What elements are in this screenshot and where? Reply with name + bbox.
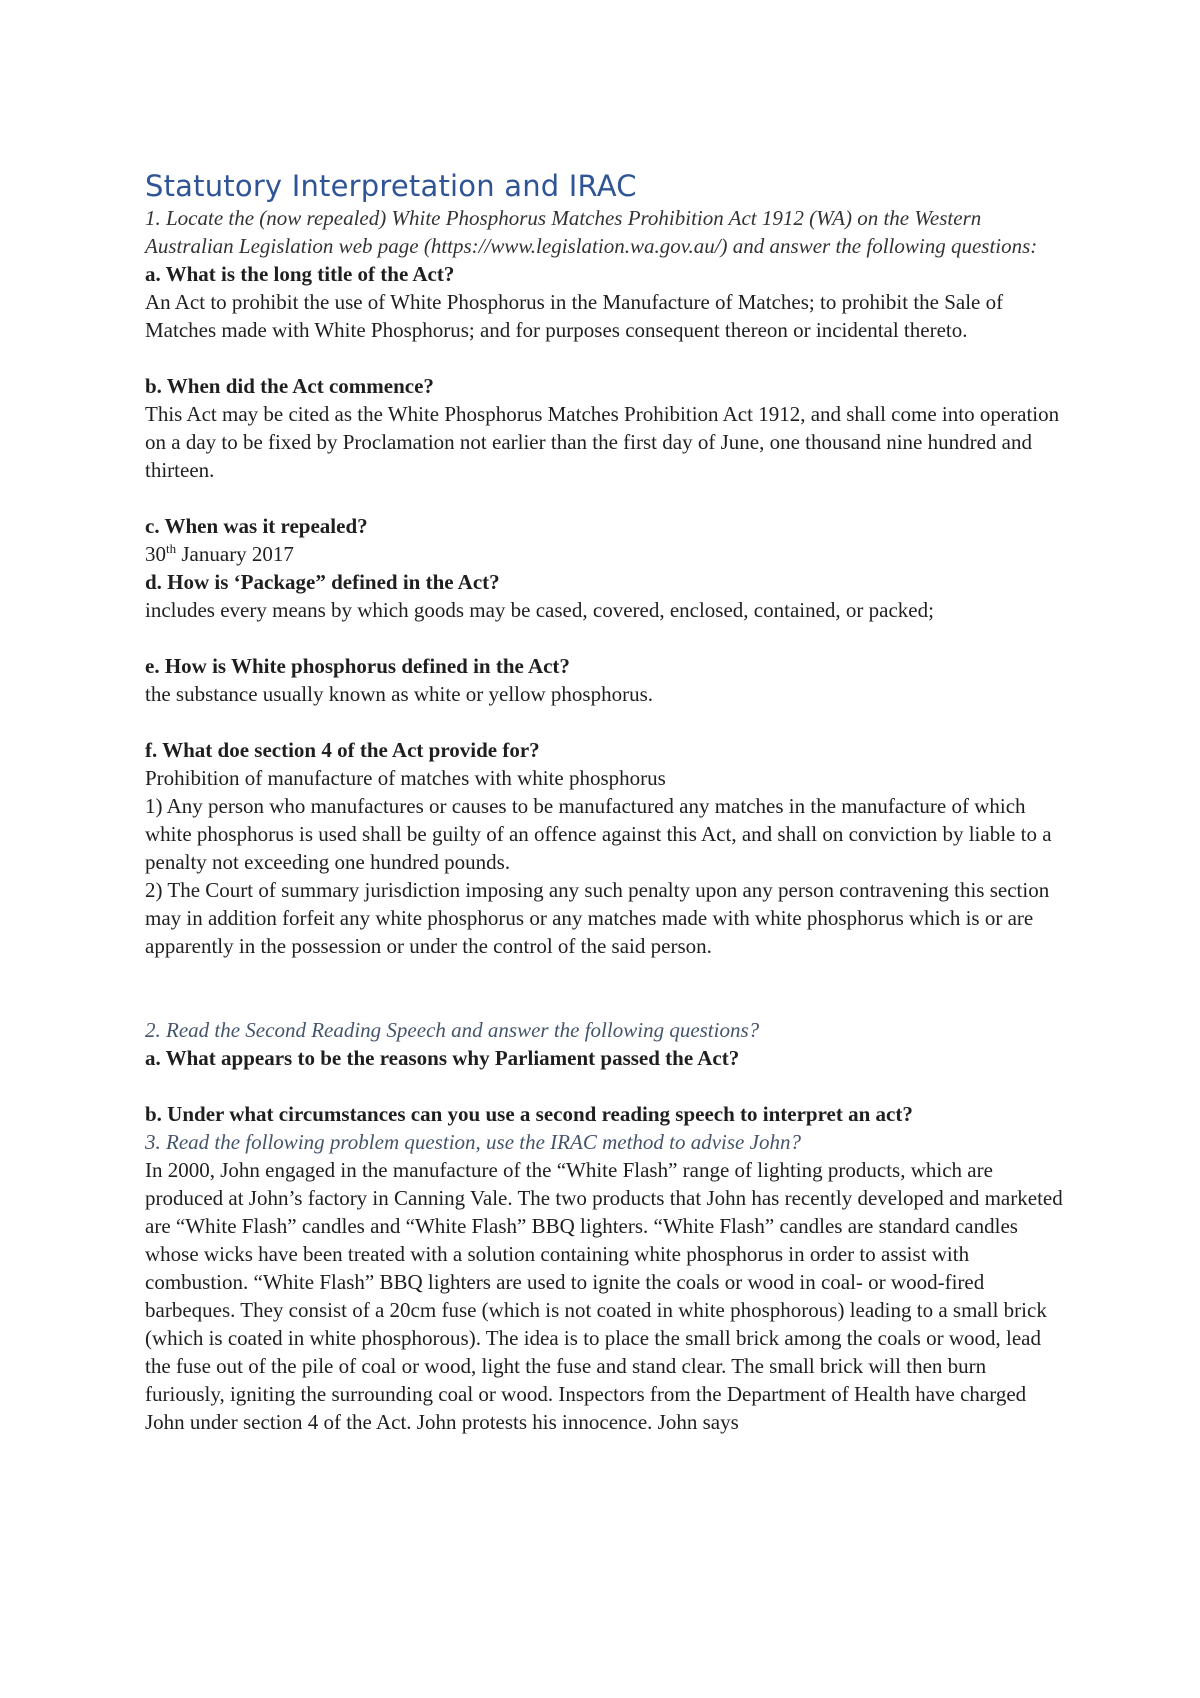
question-2b: b. Under what circumstances can you use a second reading speech to interpret an act? <box>145 1102 913 1126</box>
answer-1e: the substance usually known as white or yellow phosphorus. <box>145 682 654 706</box>
problem-question-text: In 2000, John engaged in the manufacture of the “White Flash” range of lighting products, which are produced at John’s factory in Canning Vale. The two products that John has recently developed and marketed are “White Flash” candles and “White Flash” BBQ lighters. “White Flash” candles are standard candles whose wicks have been treated with a solution containing white phosphorus in order to assist with combustion. “White Flash” BBQ lighters are used to ignite the coals or wood in coal- or wood-fired barbeques. They consist of a 20cm fuse (which is not coated in white phosphorous) leading to a small brick (which is coated in white phosphorous). The idea is to place the small brick among the coals or wood, lead the fuse out of the pile of coal or wood, light the fuse and stand clear. The small brick will then burn furiously, igniting the surrounding coal or wood. Inspectors from the Department of Health have charged John under section 4 of the Act. John protests his innocence. John says <box>145 1158 1063 1434</box>
spacer <box>145 344 1070 372</box>
spacer <box>145 1072 1070 1100</box>
question-3-instruction: 3. Read the following problem question, use the IRAC method to advise John? <box>145 1130 801 1154</box>
question-1b: b. When did the Act commence? <box>145 374 434 398</box>
answer-1c-day: 30 <box>145 542 166 566</box>
spacer <box>145 484 1070 512</box>
answer-1c-ordinal: th <box>166 541 177 556</box>
answer-1f-subsection-2: 2) The Court of summary jurisdiction imposing any such penalty upon any person contravening this section may in addition forfeit any white phosphorus or any matches made with white phosphorus which is or are apparently in the possession or under the control of the said person. <box>145 878 1050 958</box>
spacer <box>145 624 1070 652</box>
document-body <box>145 168 1070 1436</box>
question-1d: d. How is ‘Package” defined in the Act? <box>145 570 500 594</box>
spacer <box>145 960 1070 1016</box>
question-1c: c. When was it repealed? <box>145 514 368 538</box>
question-1-instruction: 1. Locate the (now repealed) White Phosphorus Matches Prohibition Act 1912 (WA) on the Western Australian Legislation web page (https://www.legislation.wa.gov.au/) and answer the following questions: <box>145 206 1038 258</box>
answer-1f-subsection-1: 1) Any person who manufactures or causes to be manufactured any matches in the manufacture of which white phosphorus is used shall be guilty of an offence against this Act, and shall on conviction by liable to a penalty not exceeding one hundred pounds. <box>145 794 1052 874</box>
answer-1a: An Act to prohibit the use of White Phosphorus in the Manufacture of Matches; to prohibit the Sale of Matches made with White Phosphorus; and for purposes consequent thereon or incidental thereto. <box>145 290 1004 342</box>
question-2-instruction: 2. Read the Second Reading Speech and answer the following questions? <box>145 1018 760 1042</box>
answer-1c <box>145 540 1070 568</box>
question-1a: a. What is the long title of the Act? <box>145 262 455 286</box>
spacer <box>145 708 1070 736</box>
answer-1c-month-year: January 2017 <box>176 542 294 566</box>
answer-1b: This Act may be cited as the White Phosphorus Matches Prohibition Act 1912, and shall come into operation on a day to be fixed by Proclamation not earlier than the first day of June, one thousand nine hundred and thirteen. <box>145 402 1060 482</box>
question-1f: f. What doe section 4 of the Act provide for? <box>145 738 540 762</box>
page-title: Statutory Interpretation and IRAC <box>145 169 637 203</box>
answer-1d: includes every means by which goods may be cased, covered, enclosed, contained, or packed; <box>145 598 934 622</box>
question-1e: e. How is White phosphorus defined in the Act? <box>145 654 570 678</box>
answer-1f-heading: Prohibition of manufacture of matches with white phosphorus <box>145 766 666 790</box>
question-2a: a. What appears to be the reasons why Parliament passed the Act? <box>145 1046 740 1070</box>
